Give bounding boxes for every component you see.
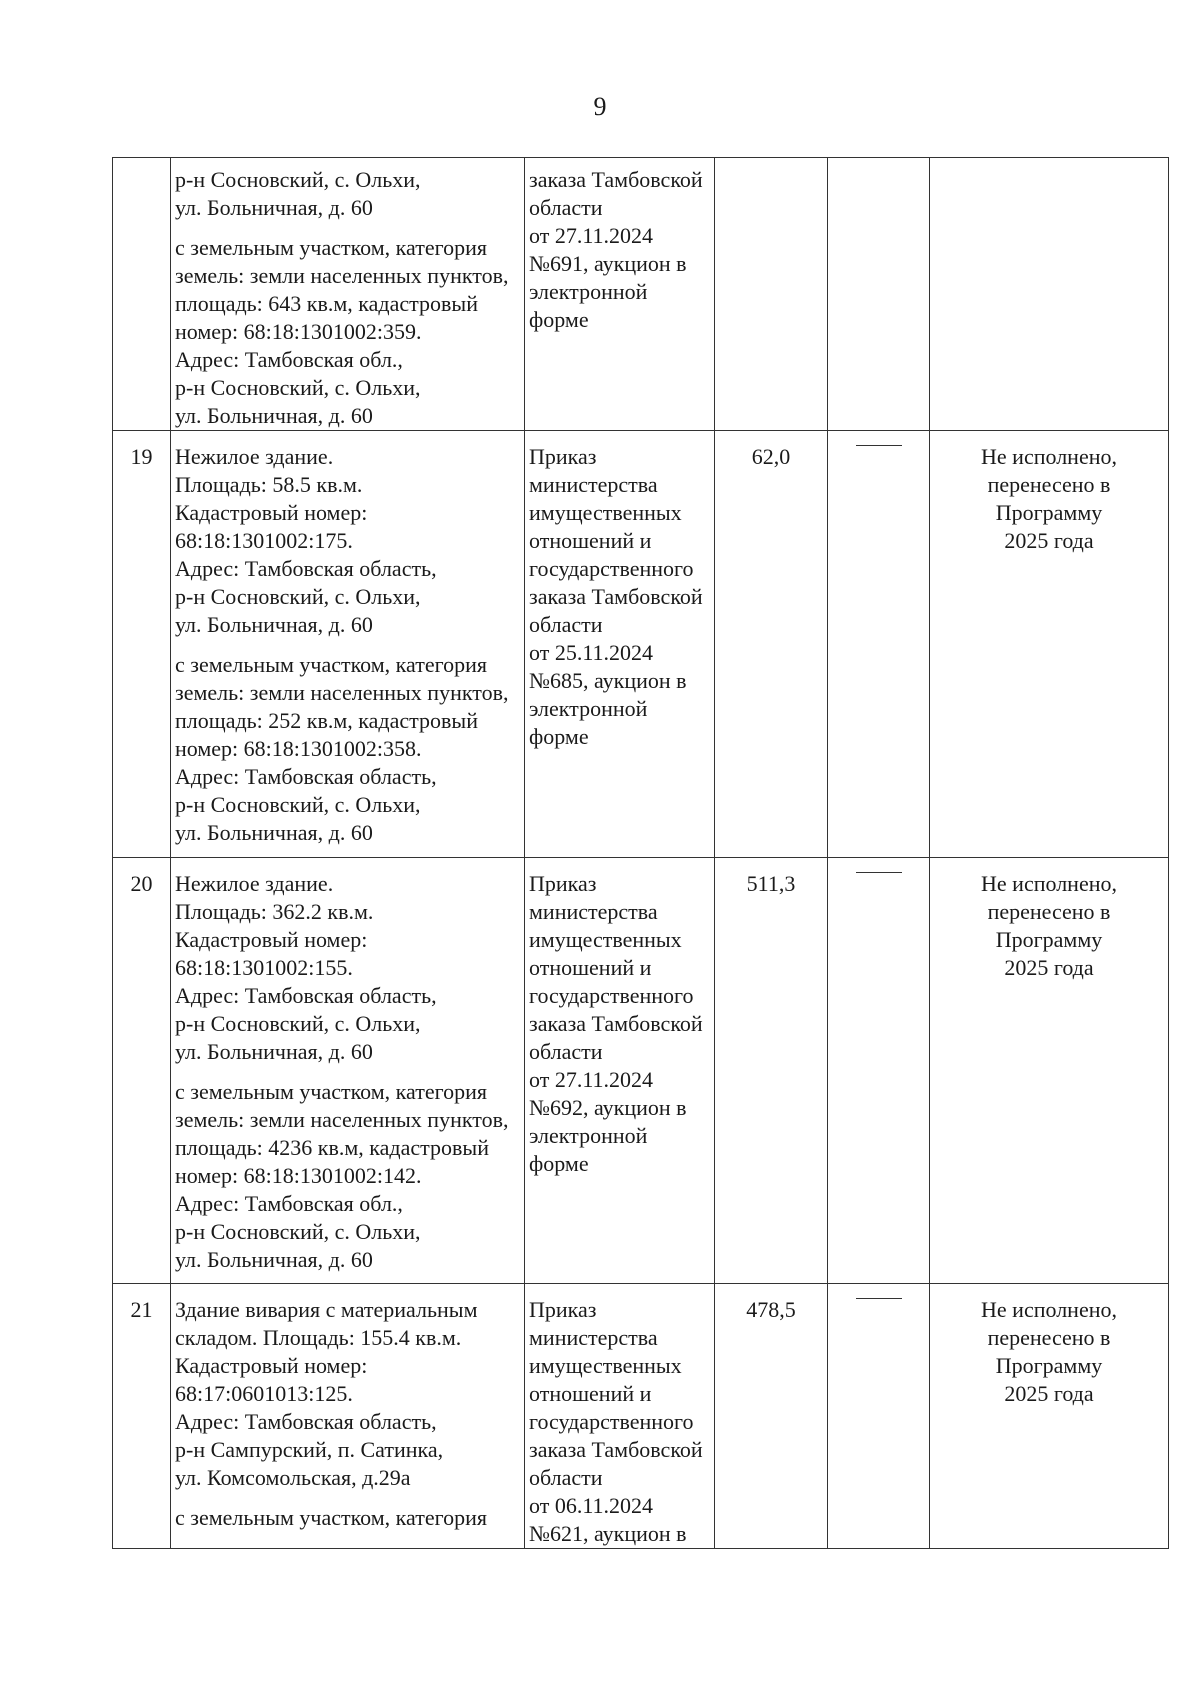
land-plot-text: с земельным участком, категория	[175, 1505, 487, 1530]
order-text: Приказ министерства имущественных отношений и государственного заказа Тамбовской области от 27.11.2024 №692, аукцион в электронной форме	[529, 871, 703, 1176]
dash-cell	[828, 858, 930, 1284]
value-cell: 511,3	[715, 858, 828, 1284]
dash-cell	[828, 158, 930, 431]
result-text: Не исполнено, перенесено в Программу 2025 года	[981, 871, 1117, 980]
row-number: 21	[113, 1284, 171, 1549]
table-row	[113, 431, 1169, 858]
property-description	[171, 158, 525, 431]
property-description	[171, 858, 525, 1284]
table-row	[113, 1284, 1169, 1549]
building-text: Здание вивария с материальным складом. Площадь: 155.4 кв.м. Кадастровый номер: 68:17:0601013:125. Адрес: Тамбовская область, р-н Сампурский, п. Сатинка, ул. Комсомольская, д.29а	[175, 1297, 478, 1490]
dash-mark	[856, 872, 902, 901]
order-text: Приказ министерства имущественных отношений и государственного заказа Тамбовской области от 25.11.2024 №685, аукцион в электронной форме	[529, 444, 703, 749]
land-plot-text: с земельным участком, категория земель: земли населенных пунктов, площадь: 252 кв.м, кадастровый номер: 68:18:1301002:358. Адрес: Тамбовская область, р-н Сосновский, с. Ольхи, ул. Больничная, д. 60	[175, 652, 509, 845]
result-cell	[930, 1284, 1169, 1549]
row-number: 20	[113, 858, 171, 1284]
building-text: р-н Сосновский, с. Ольхи, ул. Больничная, д. 60	[175, 167, 421, 220]
result-text: Не исполнено, перенесено в Программу 2025 года	[981, 1297, 1117, 1406]
property-table	[112, 157, 1169, 1549]
result-cell	[930, 858, 1169, 1284]
result-text: Не исполнено, перенесено в Программу 2025 года	[981, 444, 1117, 553]
property-description	[171, 431, 525, 858]
order-document	[525, 158, 715, 431]
order-document	[525, 1284, 715, 1549]
table-row	[113, 158, 1169, 431]
row-number: 19	[113, 431, 171, 858]
dash-cell	[828, 431, 930, 858]
page-number: 9	[593, 92, 607, 121]
building-text: Нежилое здание. Площадь: 58.5 кв.м. Кадастровый номер: 68:18:1301002:175. Адрес: Тамбовская область, р-н Сосновский, с. Ольхи, ул. Больничная, д. 60	[175, 444, 437, 637]
order-text: Приказ министерства имущественных отношений и государственного заказа Тамбовской области от 06.11.2024 №621, аукцион в	[529, 1297, 703, 1546]
land-plot-text: с земельным участком, категория земель: земли населенных пунктов, площадь: 4236 кв.м, кадастровый номер: 68:18:1301002:142. Адрес: Тамбовская обл., р-н Сосновский, с. Ольхи, ул. Больничная, д. 60	[175, 1079, 509, 1272]
order-text: заказа Тамбовской области от 27.11.2024 №691, аукцион в электронной форме	[529, 167, 703, 332]
value-cell: 62,0	[715, 431, 828, 858]
dash-cell	[828, 1284, 930, 1549]
order-document	[525, 858, 715, 1284]
result-cell	[930, 431, 1169, 858]
table-row	[113, 858, 1169, 1284]
value-cell: 478,5	[715, 1284, 828, 1549]
result-cell	[930, 158, 1169, 431]
dash-mark	[856, 445, 902, 474]
land-plot-text: с земельным участком, категория земель: земли населенных пунктов, площадь: 643 кв.м, кадастровый номер: 68:18:1301002:359. Адрес: Тамбовская обл., р-н Сосновский, с. Ольхи, ул. Больничная, д. 60	[175, 235, 509, 428]
value-cell	[715, 158, 828, 431]
row-number	[113, 158, 171, 431]
order-document	[525, 431, 715, 858]
building-text: Нежилое здание. Площадь: 362.2 кв.м. Кадастровый номер: 68:18:1301002:155. Адрес: Тамбовская область, р-н Сосновский, с. Ольхи, ул. Больничная, д. 60	[175, 871, 437, 1064]
dash-mark	[856, 1298, 902, 1327]
property-description	[171, 1284, 525, 1549]
